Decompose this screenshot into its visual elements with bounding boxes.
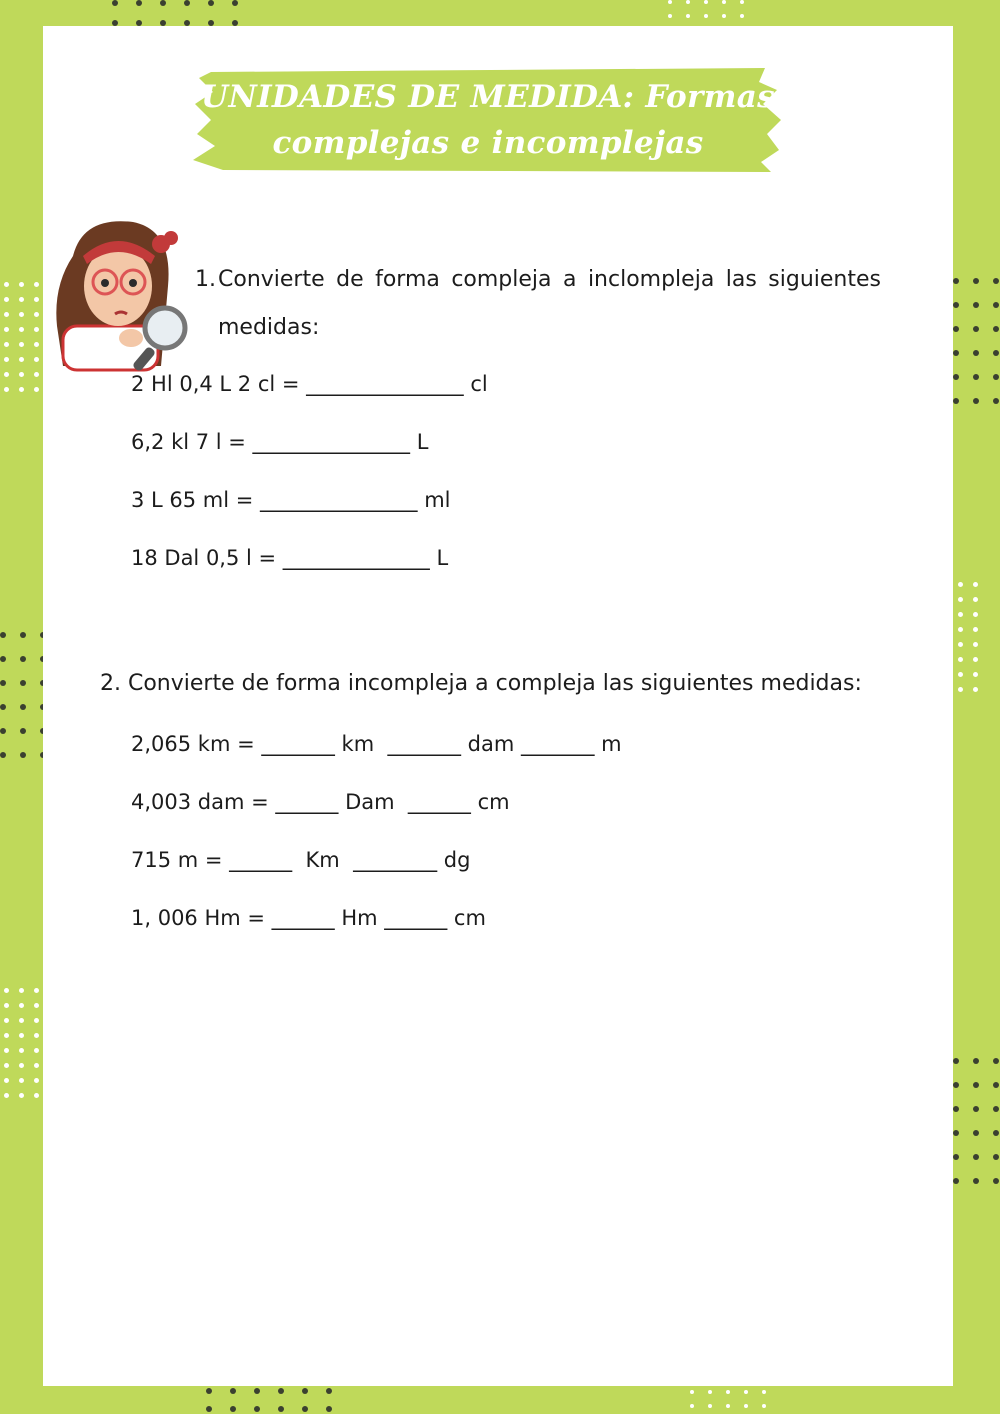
exercise-1-item-3[interactable]: 3 L 65 ml = _______________ ml [131, 488, 451, 512]
exercise-2-item-1[interactable]: 2,065 km = _______ km _______ dam _______ m [131, 732, 622, 756]
decorative-dots-right-middle [958, 582, 978, 692]
decorative-dots-right-lower [953, 1058, 999, 1184]
decorative-dots-top-right [668, 0, 744, 18]
decorative-dots-bottom-right [690, 1390, 766, 1408]
exercise-1-item-2[interactable]: 6,2 kl 7 l = _______________ L [131, 430, 429, 454]
worksheet-page [43, 26, 953, 1386]
question-1 [195, 256, 881, 352]
decorative-dots-left-upper [4, 282, 39, 392]
decorative-dots-left-lower [4, 988, 39, 1098]
question-2-heading: 2. Convierte de forma incompleja a compleja las siguientes medidas: [100, 671, 862, 696]
decorative-dots-right-upper [953, 278, 999, 404]
exercise-1-item-1[interactable]: 2 Hl 0,4 L 2 cl = _______________ cl [131, 372, 488, 396]
question-1-instruction: Convierte de forma compleja a inclompleja las siguientes medidas: [218, 267, 881, 340]
decorative-dots-top-left [112, 0, 238, 26]
exercise-2-item-2[interactable]: 4,003 dam = ______ Dam ______ cm [131, 790, 510, 814]
exercise-2-item-3[interactable]: 715 m = ______ Km ________ dg [131, 848, 471, 872]
decorative-dots-left-middle [0, 632, 46, 758]
question-1-number: 1. [195, 267, 216, 292]
girl-with-magnifying-glass-icon [43, 216, 193, 380]
exercise-1-item-4[interactable]: 18 Dal 0,5 l = ______________ L [131, 546, 449, 570]
title-banner [193, 64, 783, 174]
decorative-dots-bottom-left [206, 1388, 332, 1412]
exercise-2-item-4[interactable]: 1, 006 Hm = ______ Hm ______ cm [131, 906, 486, 930]
page-title: UNIDADES DE MEDIDA: Formas complejas e incomplejas [201, 79, 775, 161]
